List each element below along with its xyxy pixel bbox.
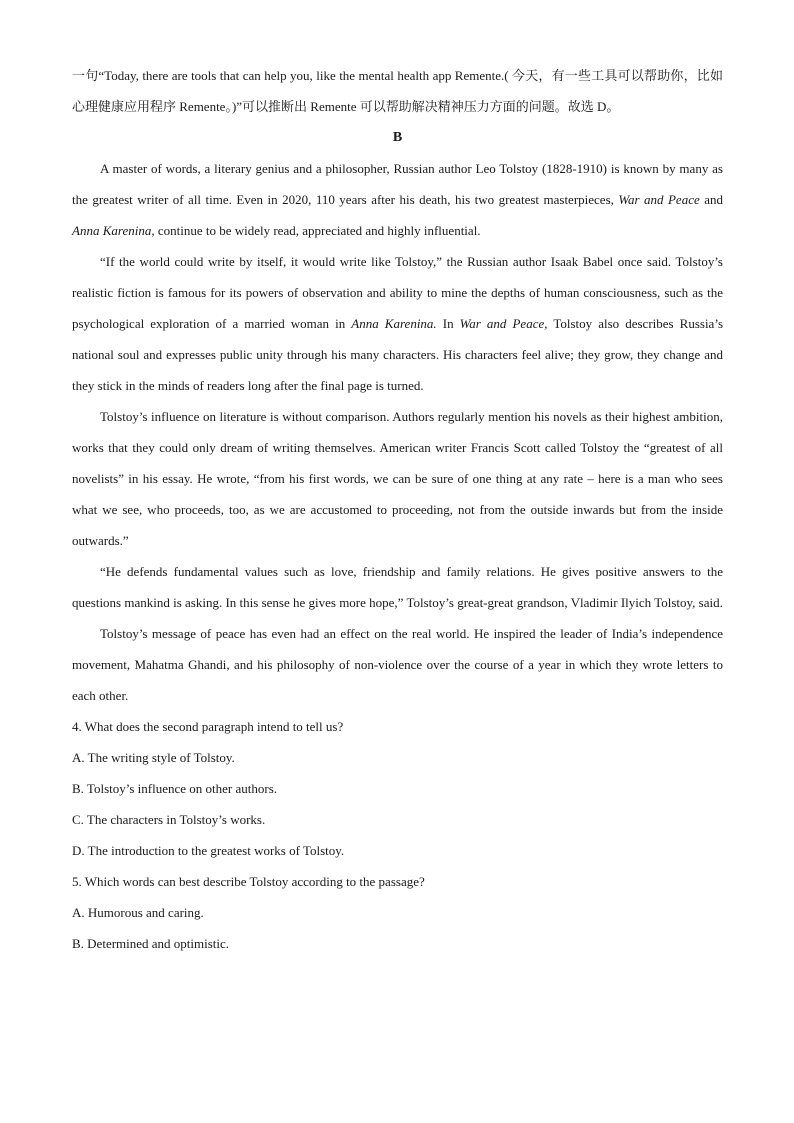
section-label: B (392, 130, 403, 145)
paragraph-5: Tolstoy’s message of peace has even had an effect on the real world. He inspired the leader of India’s independence movement, Mahatma Ghandi, and his philosophy of non-violence over the course of a year in which they wrote letters to each other. (72, 626, 723, 703)
question-4 (72, 711, 723, 866)
option-b: B. Tolstoy’s influence on other authors. (72, 781, 278, 796)
book-title-war-and-peace: War and Peace (618, 192, 700, 207)
question-stem: 4. What does the second paragraph intend to tell us? (72, 719, 344, 734)
option-a: A. Humorous and caring. (72, 905, 204, 920)
option-c: C. The characters in Tolstoy’s works. (72, 812, 266, 827)
paragraph-1-text-b: and (699, 192, 723, 207)
paragraph-2-text-b: In (436, 316, 460, 331)
book-title-war-and-peace: War and Peace (459, 316, 545, 331)
option-a: A. The writing style of Tolstoy. (72, 750, 235, 765)
paragraph-2-text-c: , Tolstoy also describes Russia’s national soul and expresses public unity through his many characters. His characters feel alive; they grow, they change and they stick in the minds of readers long after the final page is turned. (72, 316, 724, 393)
previous-answer-explanation: 一句“Today, there are tools that can help you, like the mental health app Remente.( 今天，有一些工具可以帮助你，比如心理健康应用程序 Remente。)”可以推断出 Remente 可以帮助解决精神压力方面的问题。故选 D。 (72, 68, 723, 114)
paragraph-1-text-a: A master of words, a literary genius and a philosopher, Russian author Leo Tolstoy (1828-1910) is known by many as the greatest writer of all time. Even in 2020, 110 years after his death, his two greatest masterpieces, (72, 161, 723, 207)
paragraph-1 (72, 153, 723, 246)
question-stem: 5. Which words can best describe Tolstoy according to the passage? (72, 874, 425, 889)
paragraph-2 (72, 246, 723, 401)
paragraph-4: “He defends fundamental values such as love, friendship and family relations. He gives positive answers to the questions mankind is asking. In this sense he gives more hope,” Tolstoy’s great-great grandson, Vladimir Ilyich Tolstoy, said. (72, 564, 723, 610)
book-title-anna-karenina: Anna Karenina (72, 223, 152, 238)
option-d: D. The introduction to the greatest works of Tolstoy. (72, 843, 345, 858)
book-title-anna-karenina: Anna Karenina. (351, 316, 437, 331)
paragraph-3: Tolstoy’s influence on literature is without comparison. Authors regularly mention his novels as their highest ambition, works that they could only dream of writing themselves. American writer Francis Scott called Tolstoy the “greatest of all novelists” in his essay. He wrote, “from his first words, we can be sure of one thing at any rate – here is a man who sees what we see, who proceeds, too, as we are accustomed to proceeding, not from the outside inwards but from the inside outwards.” (72, 409, 723, 548)
paragraph-1-text-c: , continue to be widely read, appreciated and highly influential. (151, 223, 481, 238)
question-5 (72, 866, 723, 959)
paragraph-2-text-a: “If the world could write by itself, it would write like Tolstoy,” the Russian author Isaak Babel once said. Tolstoy’s realistic fiction is famous for its powers of observation and ability to mine the depths of human consciousness, such as the psychological exploration of a married woman in (72, 254, 723, 331)
document-page (72, 60, 723, 959)
option-b: B. Determined and optimistic. (72, 936, 230, 951)
